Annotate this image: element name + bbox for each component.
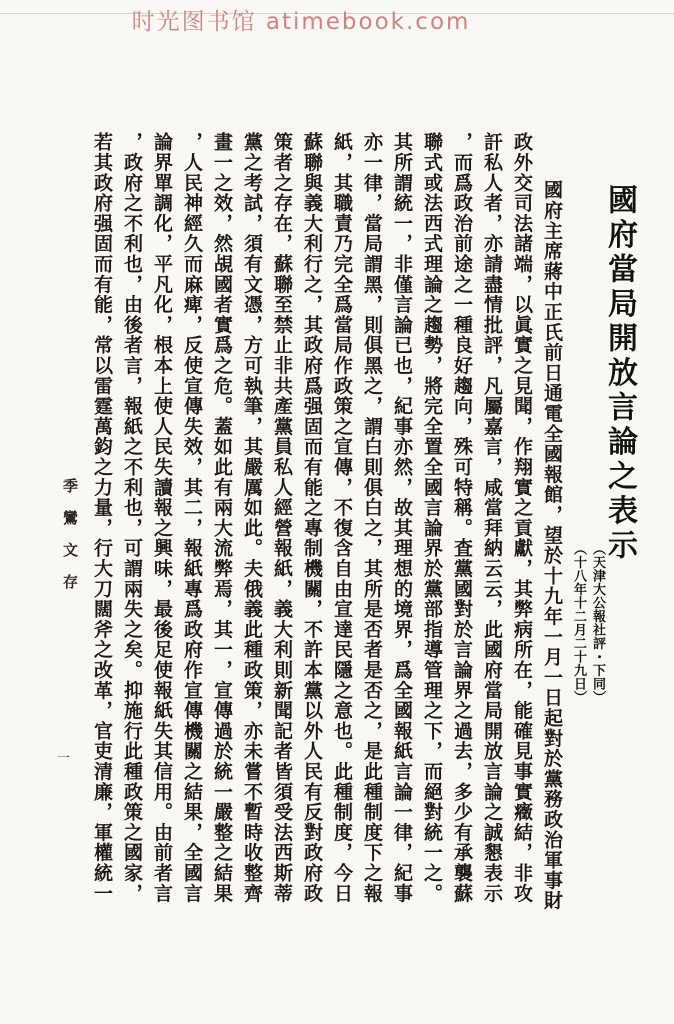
article-subtitle-notes — [569, 542, 607, 722]
article-body — [88, 132, 566, 922]
text-column: ，人民神經久而麻痺，反使宣傳失效，其二，報紙專爲政府作宣傳機關之結果，全國言 — [181, 132, 203, 904]
text-column: 政外交司法諸端，以眞實之見聞，作翔實之貢獻，其弊病所在，能確見事實癥結，非攻 — [511, 132, 533, 904]
text-column: ，而爲政治前途之一種良好趨向，殊可特稱。査黨國對於言論界之過去，多少有承襲蘇 — [451, 132, 473, 904]
date-note: （十八年十二月二十九日） — [571, 542, 586, 704]
text-column: 訐私人者，亦請盡情批評，凡屬嘉言，咸當拜納云云，此國府當局開放言論之誠懇表示 — [481, 132, 503, 904]
text-column: 蘇聯與義大利行之，其政府爲强固而有能之專制機關，不許本黨以外人民有反對政府政 — [301, 132, 323, 904]
text-column: 其所謂統一，非僅言論已也，紀事亦然，故其理想的境界，爲全國報紙言論一律，紀事 — [391, 132, 413, 904]
text-column: 若其政府强固而有能，常以雷霆萬鈞之力量，行大刀闊斧之改革，官吏清廉，軍權統一 — [91, 132, 113, 904]
text-column: 畫一之效，然覘國者實爲之危。蓋如此有兩大流弊焉，其一，宣傳過於統一嚴整之結果 — [211, 132, 233, 904]
page-number: 一 — [57, 751, 71, 766]
text-column: 紙，其職責乃完全爲當局作政策之宣傳，不復含自由宣達民隱之意也。此種制度，今日 — [331, 132, 353, 904]
text-column: 黨之考試，須有文憑，方可執筆，其嚴厲如此。夫俄義此種政策，亦未嘗不暫時收整齊 — [241, 132, 263, 904]
text-column: 策者之存在，蘇聯至禁止非共產黨員私人經營報紙，義大利則新聞記者皆須受法西斯蒂 — [271, 132, 293, 904]
text-column: 論界單調化，平凡化，根本上使人民失讀報之興味，最後足使報紙失其信用。由前者言 — [151, 132, 173, 904]
source-note: （天津大公報社評・下同） — [590, 542, 605, 704]
text-column: ，政府之不利也，由後者言，報紙之不利也，可謂兩失之矣。抑施行此種政策之國家， — [121, 132, 143, 904]
margin-book-title: 季鸞文存 — [61, 478, 79, 606]
text-column: 聯式或法西式理論之趨勢，將完全置全國言論界於黨部指導管理之下，而絕對統一之。 — [421, 132, 443, 904]
text-column: 亦一律，當局謂黑，則俱黑之，謂白則俱白之，其所是否者是否之，是此種制度下之報 — [361, 132, 383, 904]
text-column: 國府主席蔣中正氏前日通電全國報館，望於十九年一月一日起對於黨務政治軍事財 — [541, 180, 563, 911]
article-title: 國府當局開放言論之表示 — [602, 184, 637, 564]
library-watermark: 时光图书馆 atimebook.com — [131, 9, 471, 35]
